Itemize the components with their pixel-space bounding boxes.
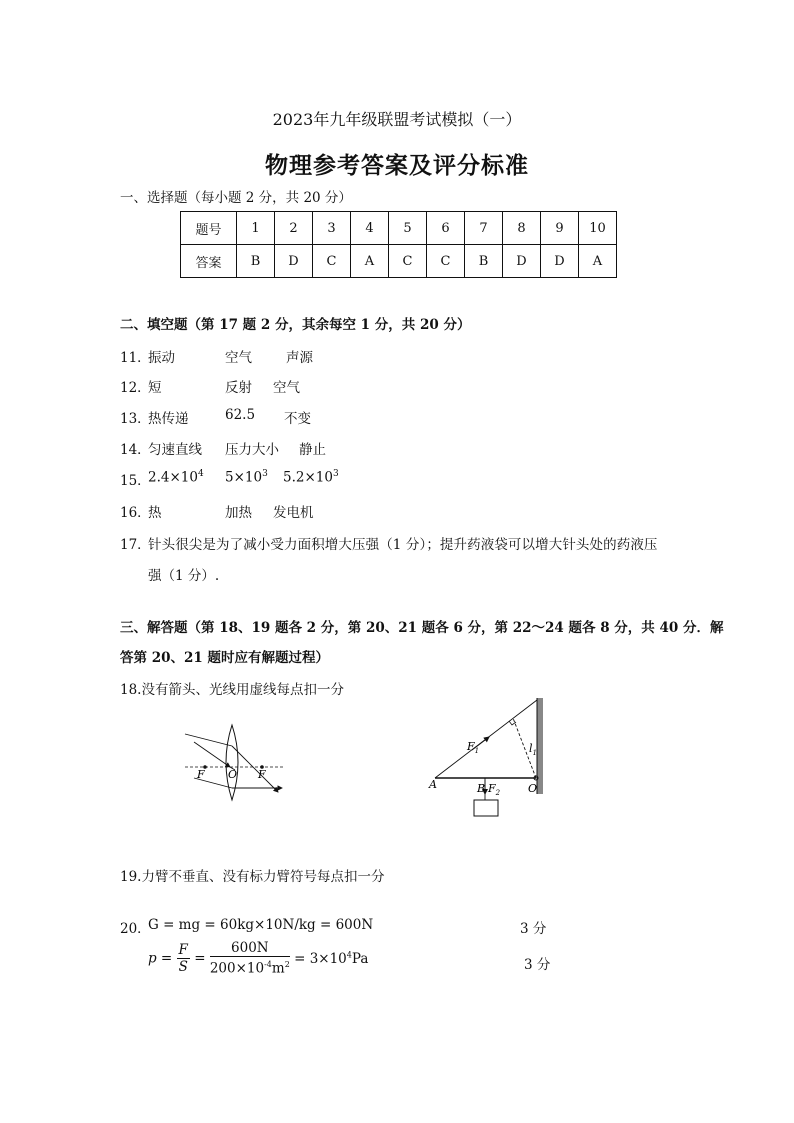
label-a: A (429, 778, 437, 791)
item-number: 15． (120, 473, 151, 489)
table-cell: D (275, 245, 313, 278)
moment-arm-l1 (513, 718, 536, 778)
q20-number: 20． (120, 921, 151, 937)
fraction-numerator: 600N (210, 940, 290, 957)
table-cell: 8 (503, 212, 541, 245)
table-cell: 9 (541, 212, 579, 245)
section3-heading-line2: 答第 20、21 题时应有解题过程） (120, 650, 329, 666)
lens-diagram (180, 720, 290, 805)
answer-b: 62.5 (225, 407, 256, 423)
focus-left-label: F (197, 768, 205, 781)
item-number: 14． (120, 442, 151, 458)
row-label: 答案 (181, 245, 237, 278)
answer-c: 静止 (299, 442, 326, 458)
fraction-denominator: S (178, 958, 188, 975)
table-cell: B (237, 245, 275, 278)
table-cell: C (389, 245, 427, 278)
q17-line2: 强（1 分）. (148, 568, 220, 584)
q20-eq2 (148, 940, 368, 977)
page-title: 物理参考答案及评分标准 (265, 153, 529, 179)
right-angle-mark (509, 721, 516, 725)
table-cell: A (579, 245, 617, 278)
table-cell: B (465, 245, 503, 278)
fraction-numerator: F (178, 941, 188, 958)
table-cell: 7 (465, 212, 503, 245)
fraction-denominator: $200\times 10^{-4}m^2$ (209, 960, 290, 977)
answer-a: 热 (148, 505, 162, 521)
q17-line1: 针头很尖是为了减小受力面积增大压强（1 分）；提升药液袋可以增大针头处的药液压 (148, 537, 658, 553)
answer-a: 匀速直线 (148, 442, 202, 458)
answer-a: $2.4\times 10^4$ (148, 469, 204, 486)
table-cell: 2 (275, 212, 313, 245)
table-cell: 6 (427, 212, 465, 245)
fraction-f-over-s (177, 942, 190, 975)
table-cell: 10 (579, 212, 617, 245)
q18-note: 18.没有箭头、光线用虚线每点扣一分 (120, 682, 344, 698)
item-number: 16． (120, 505, 151, 521)
table-cell: 4 (351, 212, 389, 245)
label-o: O (528, 782, 538, 795)
label-b: B (477, 782, 486, 795)
refracted-ray (232, 746, 278, 792)
fraction-values (210, 940, 290, 977)
pressure-result: = $3\times 10^4Pa$ (294, 950, 369, 967)
q20-score1: 3 分 (520, 921, 547, 937)
item-number: 11． (120, 350, 151, 366)
item-number: 17． (120, 537, 151, 553)
table-row (181, 212, 617, 245)
pressure-symbol: p = (148, 950, 173, 967)
parallel-ray (185, 734, 232, 746)
item-number: 12． (120, 380, 151, 396)
table-cell: C (427, 245, 465, 278)
answer-b: 空气 (225, 350, 252, 366)
incident-ray (194, 742, 230, 767)
row-label: 题号 (181, 212, 237, 245)
item-number: 13． (120, 411, 151, 427)
answer-c: 不变 (284, 411, 311, 427)
answer-b: 反射 (225, 380, 252, 396)
table-row (181, 245, 617, 278)
answer-a: 热传递 (148, 411, 189, 427)
convex-lens (226, 725, 238, 800)
table-cell: A (351, 245, 389, 278)
table-cell: D (541, 245, 579, 278)
answer-table (180, 211, 617, 278)
section3-heading-line1: 三、解答题（第 18、19 题各 2 分，第 20、21 题各 6 分，第 22～24 题各 8 分，共 40 分．解 (120, 620, 724, 636)
answer-b: 压力大小 (225, 442, 279, 458)
table-cell: 3 (313, 212, 351, 245)
answer-b: 加热 (225, 505, 252, 521)
section1-heading: 一、选择题（每小题 2 分，共 20 分） (120, 190, 352, 206)
label-f1: $F_1$ (467, 740, 480, 755)
label-l1: $l_1$ (529, 742, 537, 757)
optical-center-label: O (228, 768, 238, 781)
table-cell: 5 (389, 212, 427, 245)
answer-c: 发电机 (273, 505, 314, 521)
table-cell: 1 (237, 212, 275, 245)
answer-c: $5.2\times 10^3$ (283, 469, 339, 486)
label-f2: $F_2$ (488, 782, 501, 797)
table-cell: C (313, 245, 351, 278)
table-cell: D (503, 245, 541, 278)
section2-heading: 二、填空题（第 17 题 2 分，其余每空 1 分，共 20 分） (120, 317, 471, 333)
answer-a: 短 (148, 380, 162, 396)
lever-diagram (425, 696, 555, 820)
q19-note: 19.力臂不垂直、没有标力臂符号每点扣一分 (120, 869, 385, 885)
answer-c: 声源 (286, 350, 313, 366)
answer-b: $5\times 10^3$ (225, 469, 268, 486)
weight-box (474, 800, 498, 816)
q20-eq1: G = mg = 60kg×10N/kg = 600N (148, 917, 374, 933)
focus-right-label: F (258, 768, 266, 781)
answer-c: 空气 (273, 380, 300, 396)
exam-subtitle: 2023年九年级联盟考试模拟（一） (272, 110, 522, 129)
q20-score2: 3 分 (524, 957, 551, 973)
equals-sign: = (194, 950, 206, 967)
answer-a: 振动 (148, 350, 175, 366)
